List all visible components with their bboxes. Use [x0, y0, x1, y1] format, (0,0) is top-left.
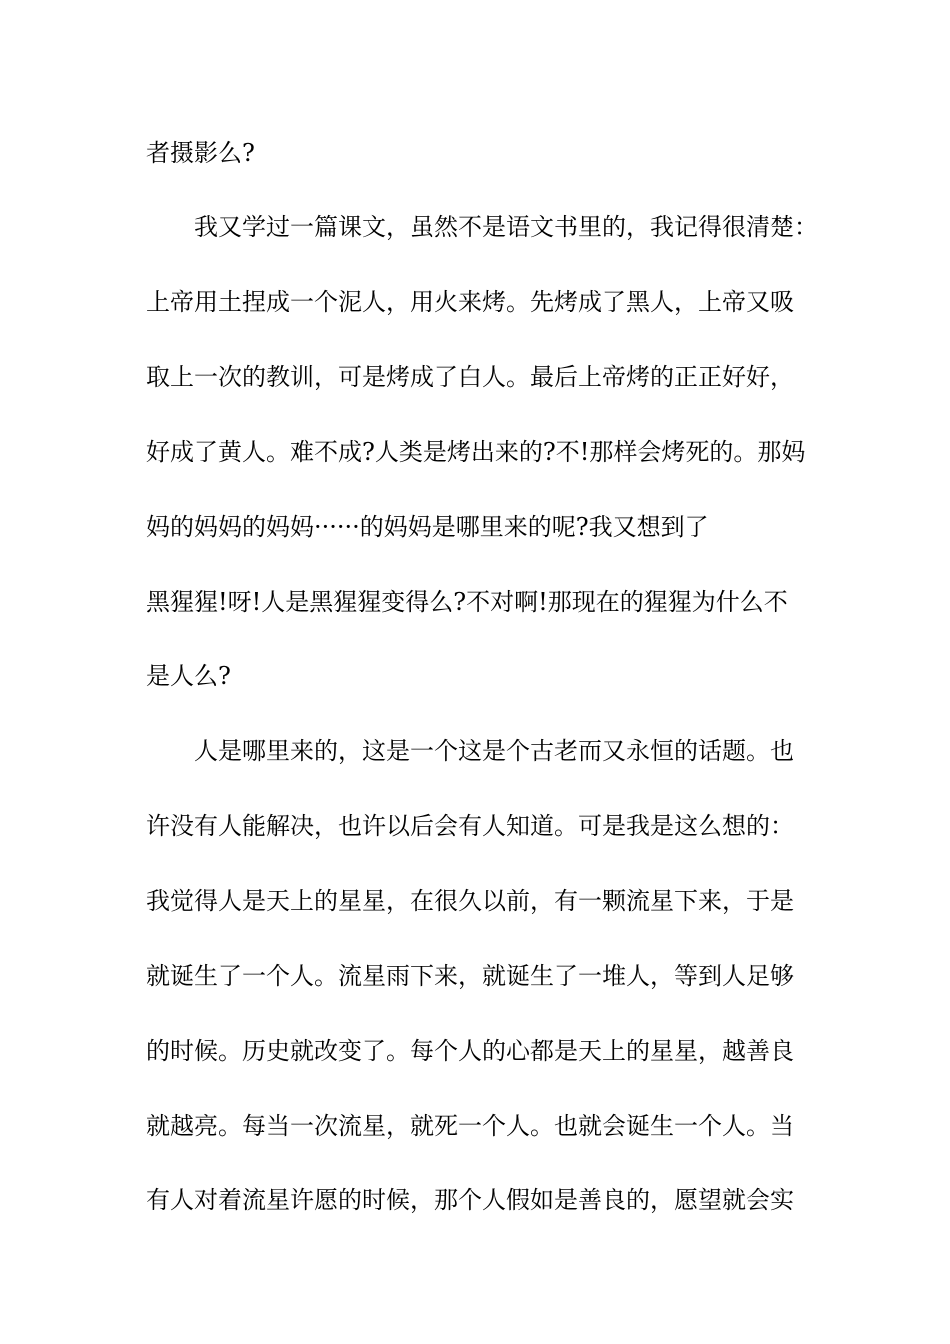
- text-line-2: 我又学过一篇课文，虽然不是语文书里的，我记得很清楚：: [194, 213, 818, 241]
- text-line-15: 有人对着流星许愿的时候，那个人假如是善良的，愿望就会实: [146, 1186, 794, 1214]
- text-line-13: 的时候。历史就改变了。每个人的心都是天上的星星，越善良: [146, 1037, 794, 1065]
- text-line-14: 就越亮。每当一次流星，就死一个人。也就会诞生一个人。当: [146, 1112, 794, 1140]
- text-line-5: 好成了黄人。难不成?人类是烤出来的?不!那样会烤死的。那妈: [146, 438, 806, 466]
- text-line-1: 者摄影么?: [146, 139, 255, 167]
- text-line-3: 上帝用土捏成一个泥人，用火来烤。先烤成了黑人，上帝又吸: [146, 288, 794, 316]
- text-line-9: 人是哪里来的，这是一个这是个古老而又永恒的话题。也: [194, 737, 794, 765]
- text-line-6: 妈的妈妈的妈妈······的妈妈是哪里来的呢?我又想到了: [146, 513, 709, 541]
- text-line-8: 是人么?: [146, 662, 231, 690]
- text-line-11: 我觉得人是天上的星星，在很久以前，有一颗流星下来，于是: [146, 887, 794, 915]
- text-line-12: 就诞生了一个人。流星雨下来，就诞生了一堆人，等到人足够: [146, 962, 794, 990]
- text-line-7: 黑猩猩!呀!人是黑猩猩变得么?不对啊!那现在的猩猩为什么不: [146, 588, 788, 616]
- text-line-10: 许没有人能解决，也许以后会有人知道。可是我是这么想的：: [146, 812, 794, 840]
- text-line-4: 取上一次的教训，可是烤成了白人。最后上帝烤的正正好好，: [146, 363, 794, 391]
